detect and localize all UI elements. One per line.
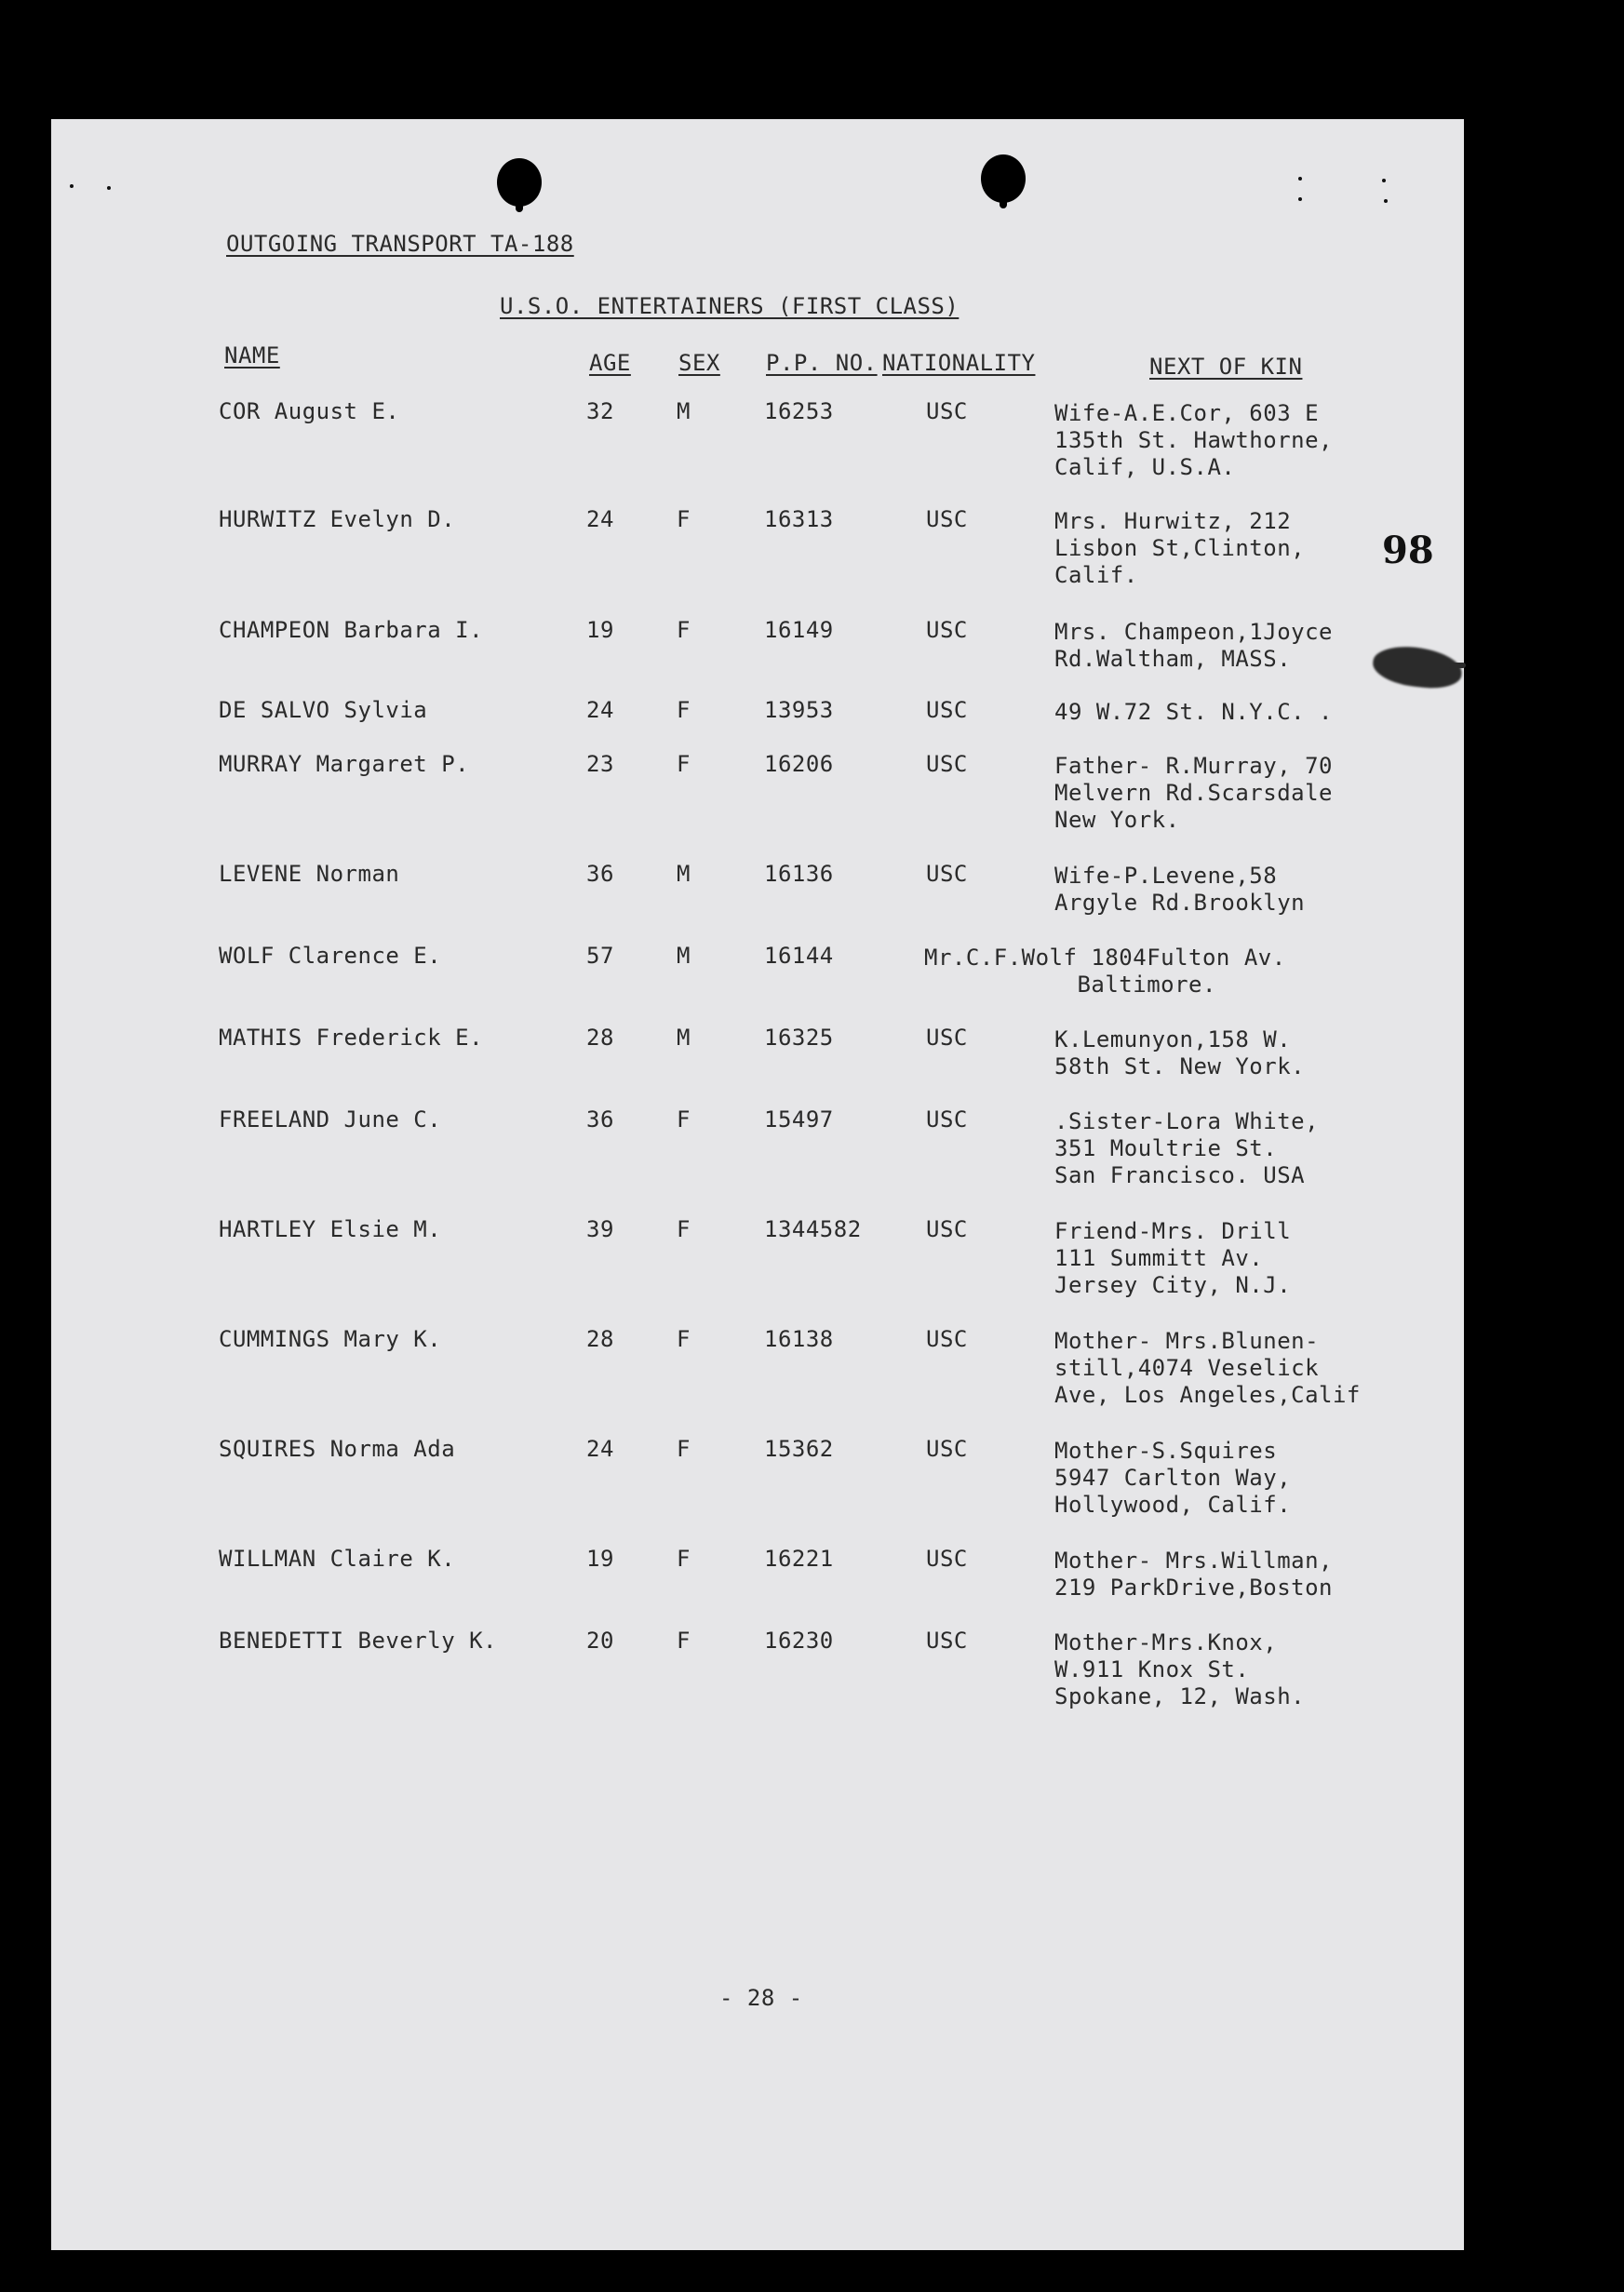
cell-next-of-kin: Mother- Mrs.Blunen- still,4074 Veselick Ave, Los Angeles,Calif bbox=[1054, 1328, 1361, 1408]
cell-age: 36 bbox=[586, 1106, 614, 1133]
cell-age: 32 bbox=[586, 398, 614, 424]
cell-name: WOLF Clarence E. bbox=[219, 943, 442, 969]
cell-sex: F bbox=[677, 1326, 691, 1352]
table-row bbox=[51, 506, 1464, 599]
cell-pp-no: 15362 bbox=[764, 1436, 834, 1462]
cell-next-of-kin: Mrs. Champeon,1Joyce Rd.Waltham, MASS. bbox=[1054, 619, 1333, 672]
cell-name: FREELAND June C. bbox=[219, 1106, 442, 1133]
header-age: AGE bbox=[589, 350, 631, 376]
document-subtitle: U.S.O. ENTERTAINERS (FIRST CLASS) bbox=[500, 293, 960, 319]
cell-age: 28 bbox=[586, 1025, 614, 1051]
cell-age: 24 bbox=[586, 506, 614, 532]
cell-pp-no: 16138 bbox=[764, 1326, 834, 1352]
speck bbox=[107, 186, 111, 190]
cell-nationality: USC bbox=[926, 617, 968, 643]
cell-sex: F bbox=[677, 1106, 691, 1133]
cell-name: HARTLEY Elsie M. bbox=[219, 1216, 442, 1242]
cell-name: HURWITZ Evelyn D. bbox=[219, 506, 456, 532]
cell-pp-no: 16144 bbox=[764, 943, 834, 969]
cell-next-of-kin: .Sister-Lora White, 351 Moultrie St. San Francisco. USA bbox=[1054, 1108, 1320, 1188]
cell-name: BENEDETTI Beverly K. bbox=[219, 1628, 497, 1654]
cell-name: DE SALVO Sylvia bbox=[219, 697, 428, 723]
speck bbox=[1298, 177, 1302, 181]
cell-pp-no: 16149 bbox=[764, 617, 834, 643]
cell-next-of-kin: Wife-P.Levene,58 Argyle Rd.Brooklyn bbox=[1054, 863, 1306, 916]
cell-pp-no: 16136 bbox=[764, 861, 834, 887]
cell-age: 24 bbox=[586, 1436, 614, 1462]
cell-pp-no: 16230 bbox=[764, 1628, 834, 1654]
cell-sex: F bbox=[677, 751, 691, 777]
cell-sex: F bbox=[677, 1436, 691, 1462]
cell-next-of-kin: Mr.C.F.Wolf 1804Fulton Av. Baltimore. bbox=[924, 945, 1286, 998]
cell-pp-no: 13953 bbox=[764, 697, 834, 723]
cell-nationality: USC bbox=[926, 1326, 968, 1352]
cell-age: 20 bbox=[586, 1628, 614, 1654]
table-row bbox=[51, 1628, 1464, 1721]
cell-sex: F bbox=[677, 1216, 691, 1242]
cell-sex: M bbox=[677, 943, 691, 969]
cell-age: 39 bbox=[586, 1216, 614, 1242]
cell-age: 28 bbox=[586, 1326, 614, 1352]
table-row bbox=[51, 617, 1464, 710]
cell-next-of-kin: K.Lemunyon,158 W. 58th St. New York. bbox=[1054, 1026, 1306, 1079]
table-row bbox=[51, 1106, 1464, 1200]
table-row bbox=[51, 943, 1464, 1036]
cell-age: 36 bbox=[586, 861, 614, 887]
cell-next-of-kin: Mother-Mrs.Knox, W.911 Knox St. Spokane, 12, Wash. bbox=[1054, 1629, 1306, 1709]
cell-next-of-kin: Mrs. Hurwitz, 212 Lisbon St,Clinton, Calif. bbox=[1054, 508, 1306, 588]
speck bbox=[70, 184, 74, 188]
cell-nationality: USC bbox=[926, 1546, 968, 1572]
cell-name: MATHIS Frederick E. bbox=[219, 1025, 484, 1051]
header-nationality: NATIONALITY bbox=[882, 350, 1036, 376]
cell-next-of-kin: Friend-Mrs. Drill 111 Summitt Av. Jersey City, N.J. bbox=[1054, 1218, 1292, 1298]
cell-nationality: USC bbox=[926, 751, 968, 777]
cell-name: LEVENE Norman bbox=[219, 861, 400, 887]
cell-pp-no: 16325 bbox=[764, 1025, 834, 1051]
cell-nationality: USC bbox=[926, 861, 968, 887]
cell-nationality: USC bbox=[926, 506, 968, 532]
cell-nationality: USC bbox=[926, 697, 968, 723]
cell-pp-no: 16206 bbox=[764, 751, 834, 777]
cell-age: 24 bbox=[586, 697, 614, 723]
page-stamp-number: 98 bbox=[1382, 529, 1434, 572]
cell-age: 19 bbox=[586, 617, 614, 643]
cell-sex: F bbox=[677, 506, 691, 532]
cell-sex: F bbox=[677, 1546, 691, 1572]
cell-name: COR August E. bbox=[219, 398, 400, 424]
speck bbox=[1384, 199, 1388, 203]
table-row bbox=[51, 1546, 1464, 1639]
table-row bbox=[51, 1326, 1464, 1419]
cell-sex: M bbox=[677, 398, 691, 424]
cell-nationality: USC bbox=[926, 1106, 968, 1133]
header-sex: SEX bbox=[678, 350, 720, 376]
cell-age: 19 bbox=[586, 1546, 614, 1572]
header-next-of-kin: NEXT OF KIN bbox=[1149, 354, 1303, 380]
punch-hole-right bbox=[981, 154, 1026, 203]
cell-age: 57 bbox=[586, 943, 614, 969]
cell-pp-no: 16221 bbox=[764, 1546, 834, 1572]
document-page bbox=[51, 119, 1464, 2250]
table-row bbox=[51, 751, 1464, 844]
cell-next-of-kin: Mother-S.Squires 5947 Carlton Way, Hollywood, Calif. bbox=[1054, 1438, 1292, 1518]
cell-next-of-kin: 49 W.72 St. N.Y.C. . bbox=[1054, 699, 1333, 725]
cell-name: MURRAY Margaret P. bbox=[219, 751, 470, 777]
punch-hole-left bbox=[497, 158, 542, 207]
cell-nationality: USC bbox=[926, 1628, 968, 1654]
cell-next-of-kin: Mother- Mrs.Willman, 219 ParkDrive,Boston bbox=[1054, 1548, 1333, 1601]
speck bbox=[1298, 197, 1302, 201]
table-row bbox=[51, 1216, 1464, 1309]
cell-pp-no: 16253 bbox=[764, 398, 834, 424]
cell-nationality: USC bbox=[926, 398, 968, 424]
cell-name: CHAMPEON Barbara I. bbox=[219, 617, 484, 643]
cell-pp-no: 16313 bbox=[764, 506, 834, 532]
cell-name: CUMMINGS Mary K. bbox=[219, 1326, 442, 1352]
cell-pp-no: 1344582 bbox=[764, 1216, 862, 1242]
cell-sex: F bbox=[677, 617, 691, 643]
cell-next-of-kin: Father- R.Murray, 70 Melvern Rd.Scarsdale New York. bbox=[1054, 753, 1333, 833]
cell-age: 23 bbox=[586, 751, 614, 777]
table-row bbox=[51, 1025, 1464, 1118]
cell-pp-no: 15497 bbox=[764, 1106, 834, 1133]
cell-name: SQUIRES Norma Ada bbox=[219, 1436, 456, 1462]
cell-next-of-kin: Wife-A.E.Cor, 603 E 135th St. Hawthorne, Calif, U.S.A. bbox=[1054, 400, 1333, 480]
page-number: - 28 - bbox=[719, 1985, 803, 2011]
table-row bbox=[51, 1436, 1464, 1529]
cell-nationality: USC bbox=[926, 1025, 968, 1051]
speck bbox=[1382, 179, 1386, 182]
cell-sex: M bbox=[677, 1025, 691, 1051]
cell-sex: F bbox=[677, 1628, 691, 1654]
header-name: NAME bbox=[224, 342, 280, 369]
cell-sex: F bbox=[677, 697, 691, 723]
header-pp-no: P.P. NO. bbox=[766, 350, 878, 376]
document-title: OUTGOING TRANSPORT TA-188 bbox=[226, 231, 574, 257]
table-row bbox=[51, 398, 1464, 491]
cell-sex: M bbox=[677, 861, 691, 887]
cell-nationality: USC bbox=[926, 1216, 968, 1242]
table-row bbox=[51, 861, 1464, 954]
cell-nationality: USC bbox=[926, 1436, 968, 1462]
cell-name: WILLMAN Claire K. bbox=[219, 1546, 456, 1572]
